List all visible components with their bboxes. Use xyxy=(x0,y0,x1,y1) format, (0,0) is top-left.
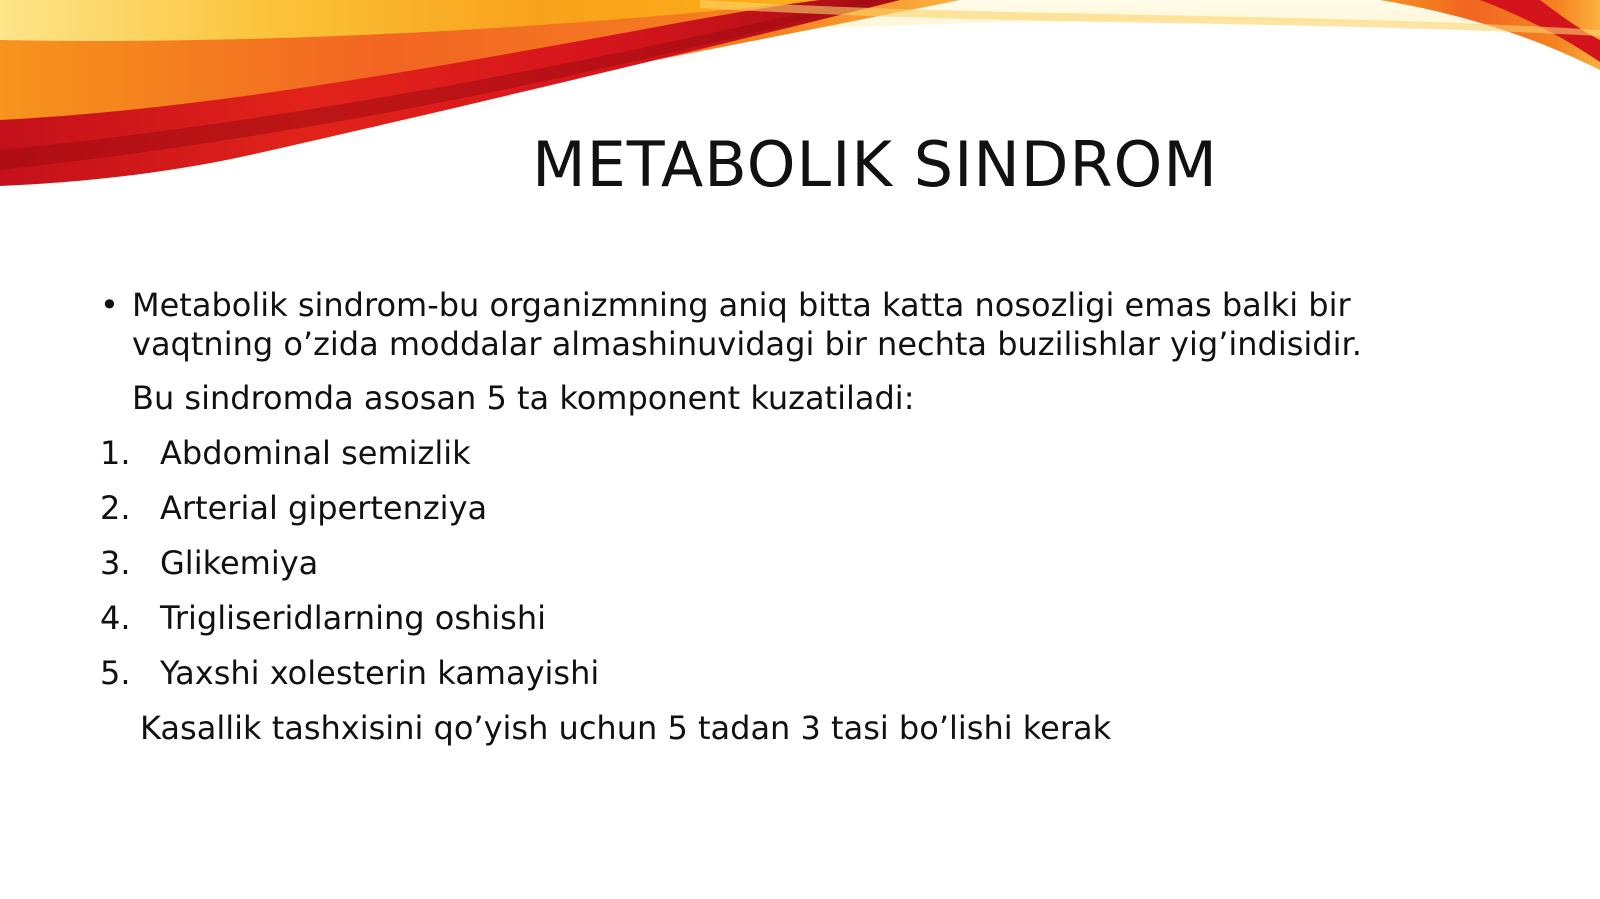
diagnosis-note: Kasallik tashxisini qo’yish uchun 5 tadan 3 tasi bo’lishi kerak xyxy=(140,709,1112,747)
list-item-text: Yaxshi xolesterin kamayishi xyxy=(160,654,600,692)
list-item xyxy=(100,434,1500,489)
slide-title: METABOLIK SINDROM xyxy=(532,128,1218,201)
list-item xyxy=(100,544,1500,599)
list-item-text: Glikemiya xyxy=(160,544,319,582)
definition-text: Metabolik sindrom-bu organizmning aniq bitta katta nosozligi emas balki bir vaqtning o’zida moddalar almashinuvidagi bir nechta buzilishlar yig’indisidir. xyxy=(132,286,1362,363)
list-item xyxy=(100,489,1500,544)
list-item xyxy=(100,599,1500,654)
list-item-text: Abdominal semizlik xyxy=(160,434,471,472)
components-intro: Bu sindromda asosan 5 ta komponent kuzatiladi: xyxy=(132,379,915,417)
list-item-number: 3. xyxy=(100,544,131,582)
list-item-text: Arterial gipertenziya xyxy=(160,489,488,527)
components-list xyxy=(100,434,1500,709)
list-item xyxy=(100,654,1500,709)
bullet-icon: • xyxy=(100,286,119,324)
list-item-number: 1. xyxy=(100,434,131,472)
list-item-number: 5. xyxy=(100,654,131,692)
definition-bullet xyxy=(100,286,1500,364)
list-item-text: Trigliseridlarning oshishi xyxy=(160,599,546,637)
slide-body xyxy=(100,286,1500,748)
list-item-number: 2. xyxy=(100,489,131,527)
list-item-number: 4. xyxy=(100,599,131,637)
